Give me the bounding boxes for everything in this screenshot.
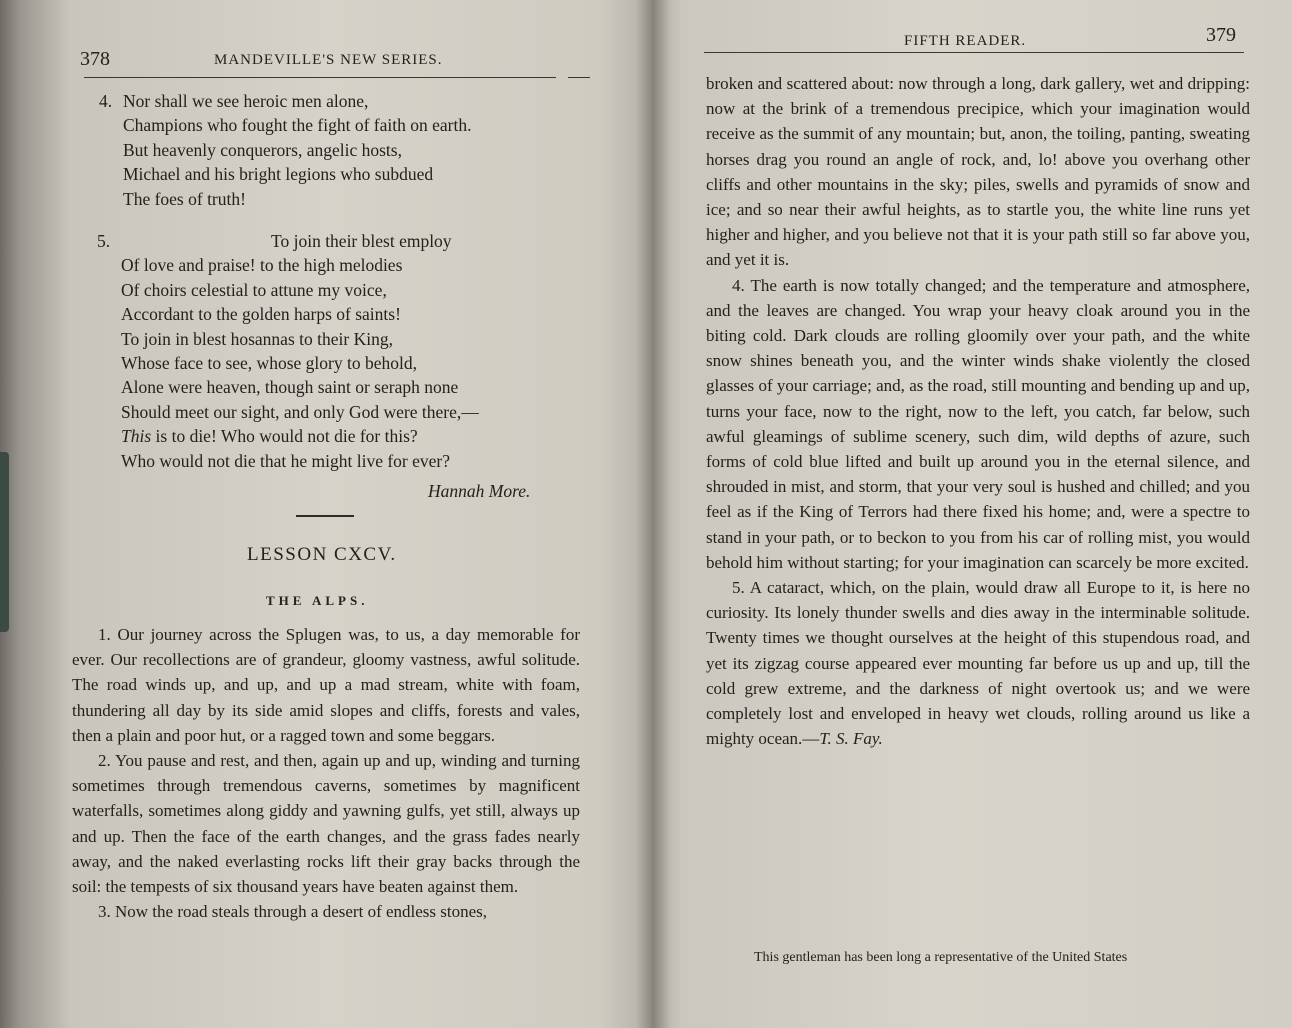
poem-attribution: Hannah More.: [428, 481, 531, 501]
verse-line: Of love and praise! to the high melodies: [121, 255, 403, 276]
verse-line: But heavenly conquerors, angelic hosts,: [123, 139, 402, 160]
verse-line: To join in blest hosannas to their King,: [121, 328, 393, 349]
right-header-rule: [704, 52, 1244, 53]
left-header-rule: [84, 77, 556, 78]
verse-line: Alone were heaven, though saint or seraph none: [121, 377, 459, 398]
right-page: [652, 0, 1292, 1028]
verse-line: Champions who fought the fight of faith on earth.: [123, 115, 472, 136]
stanza-5: [97, 229, 479, 473]
paragraph: 2. You pause and rest, and then, again up and up, winding and turning sometimes through tremendous caverns, sometimes by magnificent waterfalls, sometimes along giddy and yawning gulfs, yet still, always up and up. Then the face of the earth changes, and the grass fades nearly away, and the naked everlasting rocks lift their gray backs through the soil: the tempests of six thousand years have beaten against them.: [72, 751, 580, 897]
verse-line: Who would not die that he might live for ever?: [121, 450, 451, 471]
stanza-4: [99, 89, 472, 211]
paragraph: 3. Now the road steals through a desert of endless stones,: [98, 902, 488, 922]
paragraph-text: 5. A cataract, which, on the plain, would draw all Europe to it, is here no curiosity. Its lonely thunder swells and dies away in the interminable solitude. Twenty times we thought ourselves at the height of this stupendous road, and yet its zigzag course appeared ever mounting far before us up and up, till the cold grew extreme, and the darkness of night overtook us; and we were completely lost and enveloped in heavy wet clouds, rolling around us like a mighty ocean.—: [706, 578, 1250, 749]
right-running-head: FIFTH READER.: [904, 33, 1027, 49]
paragraph: 4. The earth is now totally changed; and the temperature and atmosphere, and the leaves are changed. You wrap your heavy cloak around you in the biting cold. Dark clouds are rolling gloomily over your path, and the white snow shines beneath you, and the winter winds shake violently the closed glasses of your carriage; and, as the road, still mounting and bending up and up, turns your face, now to the right, now to the left, you catch, far below, such awful gleamings of sublime scenery, such dim, wild depths of azure, such forms of cold blue lifted and built up around you in the eternal silence, and shrouded in mist, and storm, that your very soul is hushed and chilled; and you feel as if the King of Terrors had there fixed his home; and, were a spectre to stand in your path, or to beckon to you from his car of rolling mist, you would behold him without starting; for your imagination can scarcely be more excited.: [706, 275, 1250, 572]
section-divider: [296, 515, 354, 517]
right-prose: [706, 71, 1250, 751]
lesson-subtitle: THE ALPS.: [266, 593, 369, 608]
left-running-head: MANDEVILLE'S NEW SERIES.: [214, 52, 443, 68]
paragraph: broken and scattered about: now through a long, dark gallery, wet and dripping: now at the brink of a tremendous precipice, which your imagination would receive as the summit of any mountain; but, anon, the toiling, panting, sweating horses drag you round an angle of rock, and, lo! above you overhang other cliffs and other mountains in the sky; piles, swells and pyramids of snow and ice; and so near their awful heights, as to startle you, the white line runs yet higher and higher, and you believe not that it is your path still so far above you, and yet it is.: [706, 74, 1250, 270]
verse-line: Whose face to see, whose glory to behold,: [121, 353, 417, 374]
left-header-rule-end: [568, 77, 590, 78]
verse-line: Should meet our sight, and only God were there,—: [121, 401, 479, 422]
paragraph: 1. Our journey across the Splugen was, to us, a day memorable for ever. Our recollections are of grandeur, gloomy vastness, awful solitude. The road winds up, and up, and up a mad stream, white with foam, thundering all day by its side amid slopes and cliffs, forests and vales, then a plain and poor hut, or a ragged town and some beggars.: [72, 625, 580, 745]
left-page-number: 378: [80, 48, 110, 70]
right-page-number: 379: [1206, 24, 1236, 46]
verse-line: Michael and his bright legions who subdued: [123, 164, 434, 185]
verse-line: The foes of truth!: [123, 188, 246, 209]
verse-line: To join their blest employ: [271, 231, 452, 251]
author-attribution: T. S. Fay.: [819, 729, 883, 749]
bookmark-tab: [0, 452, 9, 632]
left-prose: [72, 622, 580, 924]
lesson-title: LESSON CXCV.: [247, 544, 397, 565]
stanza-5-number: 5.: [97, 231, 111, 251]
verse-line: Of choirs celestial to attune my voice,: [121, 279, 387, 300]
verse-line: This is to die! Who would not die for this?: [121, 426, 418, 447]
stanza-4-number: 4.: [99, 91, 113, 111]
book-gutter: [636, 0, 670, 1028]
footnote: This gentleman has been long a representative of the United States: [754, 950, 1128, 965]
verse-line: Nor shall we see heroic men alone,: [123, 91, 369, 111]
paragraph: [706, 575, 1250, 751]
verse-line: Accordant to the golden harps of saints!: [121, 304, 401, 325]
